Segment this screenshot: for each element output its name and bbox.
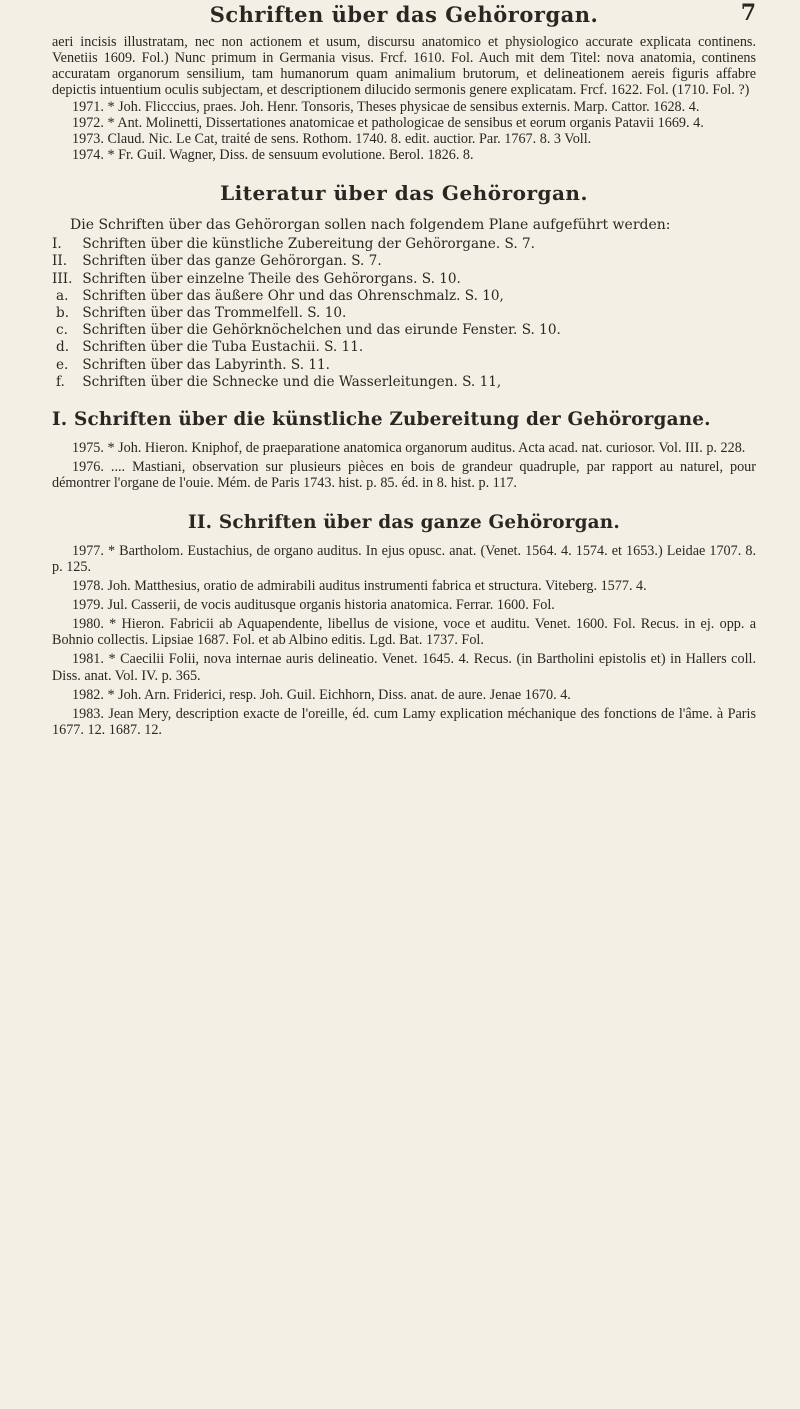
subsection-heading-whole-organ: II. Schriften über das ganze Gehörorgan.	[188, 511, 620, 533]
continued-entry: aeri incisis illustratam, nec non actionem et usum, discursu anatomico et physiologico accurate explicata continens. Venetiis 1609. Fol.) Nunc primum in Germania visus. Frcf. 1610. Fol. Auch mit dem Titel: nova anatomia, continens accuratam organorum sensilium, tam humanorum quam animalium brutorum, et delineationem aereis figuris affabre depictis intuentium oculis subjectam, et descriptionem dilucido sermonis genere explicatam. Frcf. 1622. Fol. (1710. Fol. ?)	[52, 34, 756, 99]
bibliography-entry: 1983. Jean Mery, description exacte de l'oreille, éd. cum Lamy explication méchanique des fonctions de l'âme. à Paris 1677. 12. 1687. 12.	[52, 705, 756, 739]
outline-item	[52, 236, 756, 253]
bibliography-entry: 1979. Jul. Casserii, de vocis auditusque organis historia anatomica. Ferrar. 1600. Fol.	[72, 597, 555, 614]
section-heading: Literatur über das Gehörorgan.	[220, 181, 588, 206]
outline-label: d.	[56, 339, 70, 356]
entries-whole-organ	[52, 543, 756, 739]
outline-label: a.	[56, 287, 69, 304]
bibliography-entry: 1972. * Ant. Molinetti, Dissertationes anatomicae et pathologicae de sensibus et eorum organis Patavii 1669. 4.	[72, 114, 704, 131]
outline-item	[52, 271, 756, 288]
outline-subitem	[52, 374, 756, 391]
outline-text: Schriften über das Labyrinth. S. 11.	[82, 356, 330, 373]
outline-label: e.	[56, 356, 69, 373]
running-head	[52, 0, 756, 34]
bibliography-entry: 1975. * Joh. Hieron. Kniphof, de praeparatione anatomica organorum auditus. Acta acad. nat. curiosor. Vol. III. p. 228.	[72, 440, 746, 457]
continued-bibliography	[52, 34, 756, 163]
page-number: 7	[740, 0, 756, 26]
outline-label: III.	[52, 270, 73, 287]
section-intro: Die Schriften über das Gehörorgan sollen nach folgendem Plane aufgeführt werden:	[70, 217, 671, 234]
outline-text: Schriften über die Schnecke und die Wasserleitungen. S. 11,	[82, 373, 502, 390]
outline-subitem	[52, 357, 756, 374]
bibliography-entry: 1973. Claud. Nic. Le Cat, traité de sens. Rothom. 1740. 8. edit. auctior. Par. 1767. 8. 3 Voll.	[72, 130, 592, 147]
outline-label: f.	[56, 373, 65, 390]
outline-subitem	[52, 339, 756, 356]
outline-text: Schriften über das Trommelfell. S. 10.	[82, 305, 347, 322]
section-outline	[52, 236, 756, 391]
bibliography-entry: 1974. * Fr. Guil. Wagner, Diss. de sensuum evolutione. Berol. 1826. 8.	[72, 147, 474, 164]
bibliography-entry: 1981. * Caecilii Folii, nova internae auris delineatio. Venet. 1645. 4. Recus. (in Bartholini epistolis et) in Hallers coll. Diss. anat. Vol. IV. p. 365.	[52, 651, 756, 684]
outline-label: I.	[52, 236, 62, 253]
outline-text: Schriften über einzelne Theile des Gehörorgans. S. 10.	[82, 270, 461, 287]
outline-label: II.	[52, 253, 68, 270]
bibliography-entry: 1978. Joh. Matthesius, oratio de admirabili auditus instrumenti fabrica et structura. Viteberg. 1577. 4.	[72, 577, 647, 594]
outline-text: Schriften über das ganze Gehörorgan. S. 7.	[82, 253, 382, 270]
bibliography-entry: 1971. * Joh. Flicccius, praes. Joh. Henr. Tonsoris, Theses physicae de sensibus externis. Marp. Cattor. 1628. 4.	[72, 98, 700, 115]
outline-label: b.	[56, 305, 70, 322]
outline-label: c.	[56, 322, 68, 339]
outline-text: Schriften über die Gehörknöchelchen und das eirunde Fenster. S. 10.	[82, 322, 561, 339]
outline-text: Schriften über das äußere Ohr und das Ohrenschmalz. S. 10,	[82, 287, 504, 304]
outline-subitem	[52, 322, 756, 339]
entries-preparation	[52, 440, 756, 491]
outline-text: Schriften über die Tuba Eustachii. S. 11.	[82, 339, 364, 356]
bibliography-entry: 1980. * Hieron. Fabricii ab Aquapendente, libellus de visione, voce et auditu. Venet. 1600. Fol. Recus. in ej. opp. a Bohnio collectis. Lipsiae 1687. Fol. et ab Albino editis. Lgd. Bat. 1737. Fol.	[52, 616, 756, 649]
bibliography-entry: 1982. * Joh. Arn. Friderici, resp. Joh. Guil. Eichhorn, Diss. anat. de aure. Jenae 1670. 4.	[72, 686, 571, 703]
subsection-heading-preparation: I. Schriften über die künstliche Zubereitung der Gehörorgane.	[52, 409, 711, 431]
bibliography-entry: 1977. * Bartholom. Eustachius, de organo auditus. In ejus opusc. anat. (Venet. 1564. 4. 1574. et 1653.) Leidae 1707. 8. p. 125.	[52, 542, 756, 575]
outline-subitem	[52, 305, 756, 322]
bibliography-entry: 1976. .... Mastiani, observation sur plusieurs pièces en bois de grandeur quadruple, par rapport au naturel, pour démontrer l'organe de l'ouie. Mém. de Paris 1743. hist. p. 85. éd. in 8. hist. p. 117.	[52, 459, 756, 492]
outline-subitem	[52, 288, 756, 305]
outline-text: Schriften über die künstliche Zubereitung der Gehörorgane. S. 7.	[82, 236, 535, 253]
outline-item	[52, 253, 756, 270]
running-title: Schriften über das Gehörorgan.	[209, 2, 599, 27]
